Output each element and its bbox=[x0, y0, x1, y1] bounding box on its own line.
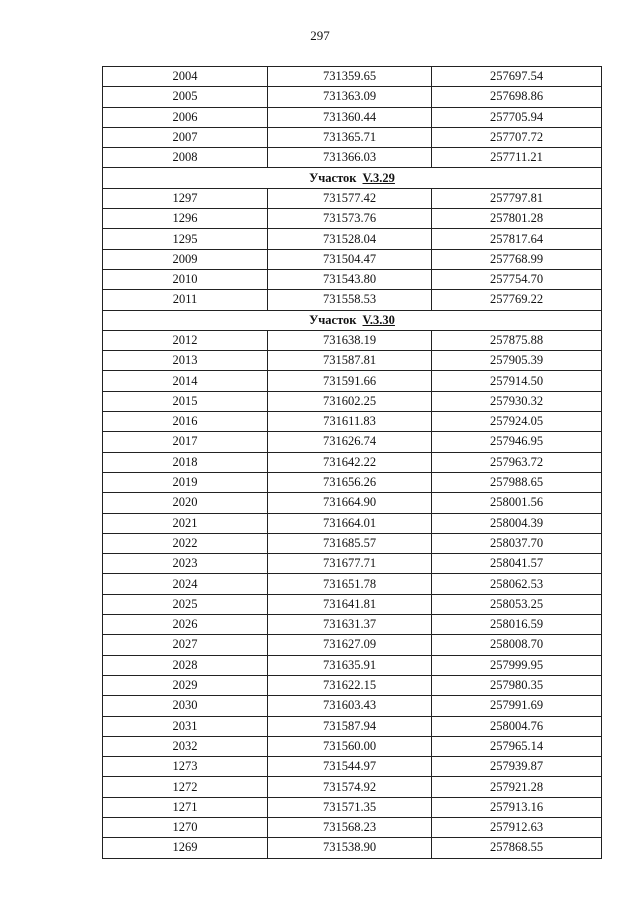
section-header-row bbox=[103, 168, 602, 188]
x-coordinate-cell: 731627.09 bbox=[268, 635, 432, 655]
table-row bbox=[103, 635, 602, 655]
x-coordinate-cell: 731642.22 bbox=[268, 452, 432, 472]
x-coordinate-cell: 731571.35 bbox=[268, 797, 432, 817]
point-number-cell: 2031 bbox=[103, 716, 268, 736]
y-coordinate-cell: 257697.54 bbox=[432, 67, 602, 87]
point-number-cell: 2019 bbox=[103, 472, 268, 492]
table-row bbox=[103, 554, 602, 574]
table-row bbox=[103, 371, 602, 391]
point-number-cell: 2032 bbox=[103, 736, 268, 756]
point-number-cell: 2025 bbox=[103, 594, 268, 614]
y-coordinate-cell: 257914.50 bbox=[432, 371, 602, 391]
page-number: 297 bbox=[310, 28, 330, 43]
y-coordinate-cell: 257768.99 bbox=[432, 249, 602, 269]
point-number-cell: 2007 bbox=[103, 127, 268, 147]
y-coordinate-cell: 257912.63 bbox=[432, 817, 602, 837]
y-coordinate-cell: 258041.57 bbox=[432, 554, 602, 574]
x-coordinate-cell: 731664.90 bbox=[268, 493, 432, 513]
point-number-cell: 2022 bbox=[103, 533, 268, 553]
point-number-cell: 1270 bbox=[103, 817, 268, 837]
table-row bbox=[103, 269, 602, 289]
table-row bbox=[103, 696, 602, 716]
x-coordinate-cell: 731568.23 bbox=[268, 817, 432, 837]
x-coordinate-cell: 731538.90 bbox=[268, 838, 432, 858]
table-row bbox=[103, 391, 602, 411]
section-label: Участок bbox=[309, 312, 357, 327]
x-coordinate-cell: 731622.15 bbox=[268, 675, 432, 695]
y-coordinate-cell: 258053.25 bbox=[432, 594, 602, 614]
y-coordinate-cell: 258016.59 bbox=[432, 615, 602, 635]
point-number-cell: 2030 bbox=[103, 696, 268, 716]
point-number-cell: 2024 bbox=[103, 574, 268, 594]
point-number-cell: 2012 bbox=[103, 330, 268, 350]
table-row bbox=[103, 188, 602, 208]
point-number-cell: 2008 bbox=[103, 148, 268, 168]
y-coordinate-cell: 257698.86 bbox=[432, 87, 602, 107]
x-coordinate-cell: 731641.81 bbox=[268, 594, 432, 614]
point-number-cell: 2010 bbox=[103, 269, 268, 289]
point-number-cell: 2018 bbox=[103, 452, 268, 472]
coordinates-table bbox=[102, 66, 602, 859]
table-row bbox=[103, 615, 602, 635]
point-number-cell: 1271 bbox=[103, 797, 268, 817]
table-row bbox=[103, 716, 602, 736]
x-coordinate-cell: 731360.44 bbox=[268, 107, 432, 127]
point-number-cell: 1272 bbox=[103, 777, 268, 797]
y-coordinate-cell: 257921.28 bbox=[432, 777, 602, 797]
y-coordinate-cell: 257988.65 bbox=[432, 472, 602, 492]
x-coordinate-cell: 731656.26 bbox=[268, 472, 432, 492]
point-number-cell: 1297 bbox=[103, 188, 268, 208]
x-coordinate-cell: 731611.83 bbox=[268, 412, 432, 432]
point-number-cell: 2027 bbox=[103, 635, 268, 655]
table-row bbox=[103, 736, 602, 756]
table-row bbox=[103, 209, 602, 229]
y-coordinate-cell: 257963.72 bbox=[432, 452, 602, 472]
x-coordinate-cell: 731365.71 bbox=[268, 127, 432, 147]
x-coordinate-cell: 731587.94 bbox=[268, 716, 432, 736]
x-coordinate-cell: 731366.03 bbox=[268, 148, 432, 168]
table-row bbox=[103, 472, 602, 492]
y-coordinate-cell: 258001.56 bbox=[432, 493, 602, 513]
table-row bbox=[103, 330, 602, 350]
x-coordinate-cell: 731587.81 bbox=[268, 351, 432, 371]
x-coordinate-cell: 731638.19 bbox=[268, 330, 432, 350]
point-number-cell: 2011 bbox=[103, 290, 268, 310]
y-coordinate-cell: 258008.70 bbox=[432, 635, 602, 655]
point-number-cell: 1295 bbox=[103, 229, 268, 249]
table-row bbox=[103, 797, 602, 817]
y-coordinate-cell: 257913.16 bbox=[432, 797, 602, 817]
y-coordinate-cell: 257965.14 bbox=[432, 736, 602, 756]
point-number-cell: 2026 bbox=[103, 615, 268, 635]
table-row bbox=[103, 493, 602, 513]
table-row bbox=[103, 513, 602, 533]
point-number-cell: 2009 bbox=[103, 249, 268, 269]
y-coordinate-cell: 257939.87 bbox=[432, 757, 602, 777]
y-coordinate-cell: 257991.69 bbox=[432, 696, 602, 716]
y-coordinate-cell: 257980.35 bbox=[432, 675, 602, 695]
y-coordinate-cell: 257817.64 bbox=[432, 229, 602, 249]
x-coordinate-cell: 731363.09 bbox=[268, 87, 432, 107]
table-row bbox=[103, 290, 602, 310]
coordinates-table-body bbox=[103, 67, 602, 859]
y-coordinate-cell: 257930.32 bbox=[432, 391, 602, 411]
point-number-cell: 2023 bbox=[103, 554, 268, 574]
x-coordinate-cell: 731603.43 bbox=[268, 696, 432, 716]
y-coordinate-cell: 257924.05 bbox=[432, 412, 602, 432]
point-number-cell: 2029 bbox=[103, 675, 268, 695]
point-number-cell: 2028 bbox=[103, 655, 268, 675]
table-row bbox=[103, 533, 602, 553]
x-coordinate-cell: 731577.42 bbox=[268, 188, 432, 208]
table-row bbox=[103, 412, 602, 432]
y-coordinate-cell: 258062.53 bbox=[432, 574, 602, 594]
y-coordinate-cell: 257905.39 bbox=[432, 351, 602, 371]
point-number-cell: 2015 bbox=[103, 391, 268, 411]
y-coordinate-cell: 257875.88 bbox=[432, 330, 602, 350]
x-coordinate-cell: 731543.80 bbox=[268, 269, 432, 289]
point-number-cell: 2004 bbox=[103, 67, 268, 87]
section-header bbox=[103, 310, 602, 330]
table-row bbox=[103, 594, 602, 614]
x-coordinate-cell: 731651.78 bbox=[268, 574, 432, 594]
x-coordinate-cell: 731544.97 bbox=[268, 757, 432, 777]
x-coordinate-cell: 731602.25 bbox=[268, 391, 432, 411]
table-row bbox=[103, 655, 602, 675]
x-coordinate-cell: 731591.66 bbox=[268, 371, 432, 391]
section-header-row bbox=[103, 310, 602, 330]
point-number-cell: 2013 bbox=[103, 351, 268, 371]
y-coordinate-cell: 257999.95 bbox=[432, 655, 602, 675]
x-coordinate-cell: 731558.53 bbox=[268, 290, 432, 310]
x-coordinate-cell: 731560.00 bbox=[268, 736, 432, 756]
section-header bbox=[103, 168, 602, 188]
x-coordinate-cell: 731631.37 bbox=[268, 615, 432, 635]
x-coordinate-cell: 731635.91 bbox=[268, 655, 432, 675]
table-row bbox=[103, 148, 602, 168]
y-coordinate-cell: 257754.70 bbox=[432, 269, 602, 289]
y-coordinate-cell: 257868.55 bbox=[432, 838, 602, 858]
point-number-cell: 2005 bbox=[103, 87, 268, 107]
table-row bbox=[103, 67, 602, 87]
point-number-cell: 1269 bbox=[103, 838, 268, 858]
y-coordinate-cell: 258037.70 bbox=[432, 533, 602, 553]
table-row bbox=[103, 452, 602, 472]
y-coordinate-cell: 257797.81 bbox=[432, 188, 602, 208]
y-coordinate-cell: 257707.72 bbox=[432, 127, 602, 147]
point-number-cell: 1273 bbox=[103, 757, 268, 777]
table-row bbox=[103, 107, 602, 127]
x-coordinate-cell: 731626.74 bbox=[268, 432, 432, 452]
x-coordinate-cell: 731573.76 bbox=[268, 209, 432, 229]
point-number-cell: 2016 bbox=[103, 412, 268, 432]
y-coordinate-cell: 258004.76 bbox=[432, 716, 602, 736]
point-number-cell: 2014 bbox=[103, 371, 268, 391]
point-number-cell: 2020 bbox=[103, 493, 268, 513]
point-number-cell: 2006 bbox=[103, 107, 268, 127]
table-row bbox=[103, 249, 602, 269]
table-row bbox=[103, 87, 602, 107]
table-row bbox=[103, 351, 602, 371]
table-row bbox=[103, 432, 602, 452]
table-row bbox=[103, 574, 602, 594]
x-coordinate-cell: 731664.01 bbox=[268, 513, 432, 533]
table-row bbox=[103, 757, 602, 777]
section-code: V.3.29 bbox=[362, 170, 395, 185]
x-coordinate-cell: 731574.92 bbox=[268, 777, 432, 797]
point-number-cell: 1296 bbox=[103, 209, 268, 229]
y-coordinate-cell: 257946.95 bbox=[432, 432, 602, 452]
table-row bbox=[103, 229, 602, 249]
y-coordinate-cell: 257801.28 bbox=[432, 209, 602, 229]
y-coordinate-cell: 258004.39 bbox=[432, 513, 602, 533]
point-number-cell: 2021 bbox=[103, 513, 268, 533]
x-coordinate-cell: 731528.04 bbox=[268, 229, 432, 249]
table-row bbox=[103, 838, 602, 858]
table-row bbox=[103, 817, 602, 837]
table-row bbox=[103, 127, 602, 147]
section-code: V.3.30 bbox=[362, 312, 395, 327]
x-coordinate-cell: 731504.47 bbox=[268, 249, 432, 269]
y-coordinate-cell: 257711.21 bbox=[432, 148, 602, 168]
y-coordinate-cell: 257769.22 bbox=[432, 290, 602, 310]
y-coordinate-cell: 257705.94 bbox=[432, 107, 602, 127]
table-row bbox=[103, 675, 602, 695]
x-coordinate-cell: 731359.65 bbox=[268, 67, 432, 87]
section-label: Участок bbox=[309, 170, 357, 185]
x-coordinate-cell: 731677.71 bbox=[268, 554, 432, 574]
table-row bbox=[103, 777, 602, 797]
point-number-cell: 2017 bbox=[103, 432, 268, 452]
x-coordinate-cell: 731685.57 bbox=[268, 533, 432, 553]
